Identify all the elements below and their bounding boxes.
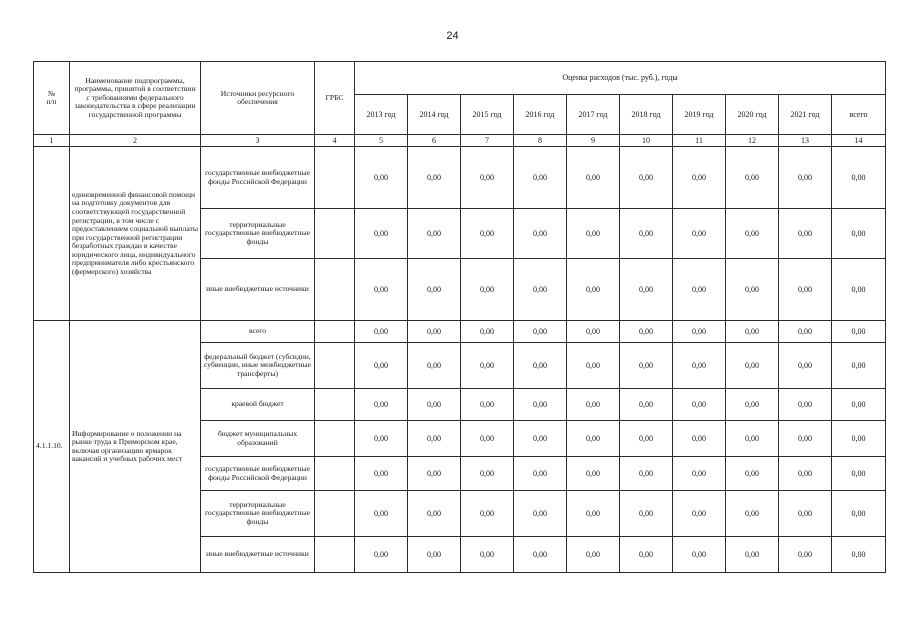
row-source: территориальные государственные внебюджетные фонды — [201, 491, 315, 537]
row-value: 0,00 — [779, 389, 832, 421]
row-value: 0,00 — [779, 537, 832, 573]
row-value: 0,00 — [673, 457, 726, 491]
row-value: 0,00 — [514, 537, 567, 573]
row-value: 0,00 — [355, 321, 408, 343]
row-value: 0,00 — [461, 209, 514, 259]
row-grbs — [315, 457, 355, 491]
row-source: всего — [201, 321, 315, 343]
row-value: 0,00 — [673, 343, 726, 389]
column-index: 11 — [673, 135, 726, 147]
row-value: 0,00 — [355, 421, 408, 457]
header-grbs: ГРБС — [315, 62, 355, 135]
row-grbs — [315, 147, 355, 209]
row-value: 0,00 — [726, 147, 779, 209]
row-value: 0,00 — [408, 209, 461, 259]
row-value: 0,00 — [355, 209, 408, 259]
row-value: 0,00 — [779, 343, 832, 389]
budget-table — [33, 61, 886, 573]
row-value: 0,00 — [832, 389, 886, 421]
row-value: 0,00 — [514, 259, 567, 321]
row-grbs — [315, 537, 355, 573]
row-value: 0,00 — [355, 147, 408, 209]
row-value: 0,00 — [408, 421, 461, 457]
row-source: территориальные государственные внебюджетные фонды — [201, 209, 315, 259]
row-value: 0,00 — [832, 259, 886, 321]
column-index: 6 — [408, 135, 461, 147]
row-value: 0,00 — [832, 537, 886, 573]
row-value: 0,00 — [726, 259, 779, 321]
row-value: 0,00 — [408, 457, 461, 491]
row-value: 0,00 — [726, 209, 779, 259]
column-index: 14 — [832, 135, 886, 147]
row-value: 0,00 — [461, 457, 514, 491]
column-index: 1 — [34, 135, 70, 147]
row-value: 0,00 — [620, 343, 673, 389]
row-value: 0,00 — [832, 457, 886, 491]
column-index: 10 — [620, 135, 673, 147]
row-value: 0,00 — [514, 343, 567, 389]
header-year: 2017 год — [567, 95, 620, 135]
row-value: 0,00 — [408, 537, 461, 573]
row-value: 0,00 — [355, 491, 408, 537]
row-value: 0,00 — [620, 209, 673, 259]
row-grbs — [315, 421, 355, 457]
row-value: 0,00 — [673, 537, 726, 573]
row-value: 0,00 — [832, 321, 886, 343]
row-value: 0,00 — [514, 491, 567, 537]
column-index: 13 — [779, 135, 832, 147]
header-num: № п/п — [34, 62, 70, 135]
row-value: 0,00 — [673, 259, 726, 321]
column-index: 9 — [567, 135, 620, 147]
header-estimate: Оценка расходов (тыс. руб.), годы — [355, 62, 886, 95]
header-year: 2018 год — [620, 95, 673, 135]
column-index: 5 — [355, 135, 408, 147]
row-value: 0,00 — [620, 421, 673, 457]
row-code: 4.1.1.10. — [34, 321, 70, 573]
row-grbs — [315, 389, 355, 421]
header-name: Наименование подпрограммы, программы, принятой в соответствии с требованиями федерального законодательства в сфере реализации государственной программы — [70, 62, 201, 135]
row-value: 0,00 — [567, 259, 620, 321]
row-source: бюджет муниципальных образований — [201, 421, 315, 457]
table-row — [34, 147, 886, 209]
column-index: 8 — [514, 135, 567, 147]
row-value: 0,00 — [408, 491, 461, 537]
row-value: 0,00 — [620, 259, 673, 321]
row-value: 0,00 — [726, 491, 779, 537]
table-body — [34, 147, 886, 573]
row-source: федеральный бюджет (субсидии, субвенции, иные межбюджетные трансферты) — [201, 343, 315, 389]
row-value: 0,00 — [408, 147, 461, 209]
row-value: 0,00 — [461, 321, 514, 343]
row-name: Информирование о положении на рынке труда в Приморском крае, включая организацию ярмарок вакансий и учебных рабочих мест — [70, 321, 201, 573]
row-grbs — [315, 343, 355, 389]
row-value: 0,00 — [567, 389, 620, 421]
row-value: 0,00 — [355, 389, 408, 421]
row-grbs — [315, 321, 355, 343]
row-value: 0,00 — [620, 147, 673, 209]
row-value: 0,00 — [620, 321, 673, 343]
row-value: 0,00 — [832, 147, 886, 209]
row-value: 0,00 — [514, 457, 567, 491]
row-code — [34, 147, 70, 321]
row-name: единовременной финансовой помощи на подготовку документов для соответствующей государственной регистрации, в том числе с предоставлением социальной выплаты при государственной регистрации безработных граждан в качестве юридического лица, индивидуального предпринимателя либо крестьянского (фермерского) хозяйства — [70, 147, 201, 321]
row-source: иные внебюджетные источники — [201, 537, 315, 573]
row-value: 0,00 — [355, 537, 408, 573]
row-value: 0,00 — [355, 457, 408, 491]
row-source: государственные внебюджетные фонды Российской Федерации — [201, 457, 315, 491]
row-value: 0,00 — [832, 343, 886, 389]
column-index-row — [34, 135, 886, 147]
header-year: 2014 год — [408, 95, 461, 135]
row-value: 0,00 — [620, 389, 673, 421]
row-value: 0,00 — [514, 209, 567, 259]
row-value: 0,00 — [461, 147, 514, 209]
header-year: всего — [832, 95, 886, 135]
row-value: 0,00 — [673, 421, 726, 457]
row-value: 0,00 — [567, 147, 620, 209]
row-value: 0,00 — [779, 421, 832, 457]
row-value: 0,00 — [779, 491, 832, 537]
row-value: 0,00 — [673, 147, 726, 209]
row-value: 0,00 — [567, 343, 620, 389]
table-header — [34, 62, 886, 147]
row-value: 0,00 — [461, 537, 514, 573]
row-value: 0,00 — [673, 491, 726, 537]
row-value: 0,00 — [567, 457, 620, 491]
row-value: 0,00 — [408, 389, 461, 421]
column-index: 7 — [461, 135, 514, 147]
row-value: 0,00 — [514, 321, 567, 343]
row-value: 0,00 — [567, 491, 620, 537]
row-source: краевой бюджет — [201, 389, 315, 421]
row-value: 0,00 — [408, 259, 461, 321]
row-value: 0,00 — [355, 259, 408, 321]
row-value: 0,00 — [461, 389, 514, 421]
row-value: 0,00 — [567, 537, 620, 573]
row-value: 0,00 — [779, 259, 832, 321]
row-value: 0,00 — [832, 209, 886, 259]
row-value: 0,00 — [673, 321, 726, 343]
row-value: 0,00 — [620, 457, 673, 491]
row-value: 0,00 — [726, 537, 779, 573]
row-value: 0,00 — [514, 389, 567, 421]
column-index: 4 — [315, 135, 355, 147]
row-value: 0,00 — [726, 343, 779, 389]
row-value: 0,00 — [461, 343, 514, 389]
row-value: 0,00 — [461, 421, 514, 457]
header-year: 2020 год — [726, 95, 779, 135]
page-number: 24 — [446, 30, 459, 42]
row-value: 0,00 — [779, 457, 832, 491]
row-value: 0,00 — [832, 421, 886, 457]
header-year: 2015 год — [461, 95, 514, 135]
column-index: 3 — [201, 135, 315, 147]
row-value: 0,00 — [779, 321, 832, 343]
row-value: 0,00 — [726, 457, 779, 491]
row-value: 0,00 — [832, 491, 886, 537]
row-grbs — [315, 259, 355, 321]
row-source: иные внебюджетные источники — [201, 259, 315, 321]
row-value: 0,00 — [514, 147, 567, 209]
column-index: 12 — [726, 135, 779, 147]
header-year: 2019 год — [673, 95, 726, 135]
row-value: 0,00 — [408, 321, 461, 343]
row-value: 0,00 — [779, 209, 832, 259]
row-source: государственные внебюджетные фонды Российской Федерации — [201, 147, 315, 209]
row-grbs — [315, 491, 355, 537]
header-year: 2016 год — [514, 95, 567, 135]
header-sources: Источники ресурсного обеспечения — [201, 62, 315, 135]
row-value: 0,00 — [461, 491, 514, 537]
row-value: 0,00 — [620, 491, 673, 537]
row-value: 0,00 — [726, 389, 779, 421]
header-year: 2013 год — [355, 95, 408, 135]
row-value: 0,00 — [408, 343, 461, 389]
row-value: 0,00 — [514, 421, 567, 457]
row-value: 0,00 — [567, 209, 620, 259]
row-value: 0,00 — [355, 343, 408, 389]
row-value: 0,00 — [673, 389, 726, 421]
row-value: 0,00 — [673, 209, 726, 259]
column-index: 2 — [70, 135, 201, 147]
header-year: 2021 год — [779, 95, 832, 135]
row-value: 0,00 — [726, 421, 779, 457]
row-value: 0,00 — [567, 321, 620, 343]
row-value: 0,00 — [726, 321, 779, 343]
row-value: 0,00 — [620, 537, 673, 573]
table-row — [34, 321, 886, 343]
row-value: 0,00 — [461, 259, 514, 321]
row-grbs — [315, 209, 355, 259]
row-value: 0,00 — [567, 421, 620, 457]
row-value: 0,00 — [779, 147, 832, 209]
